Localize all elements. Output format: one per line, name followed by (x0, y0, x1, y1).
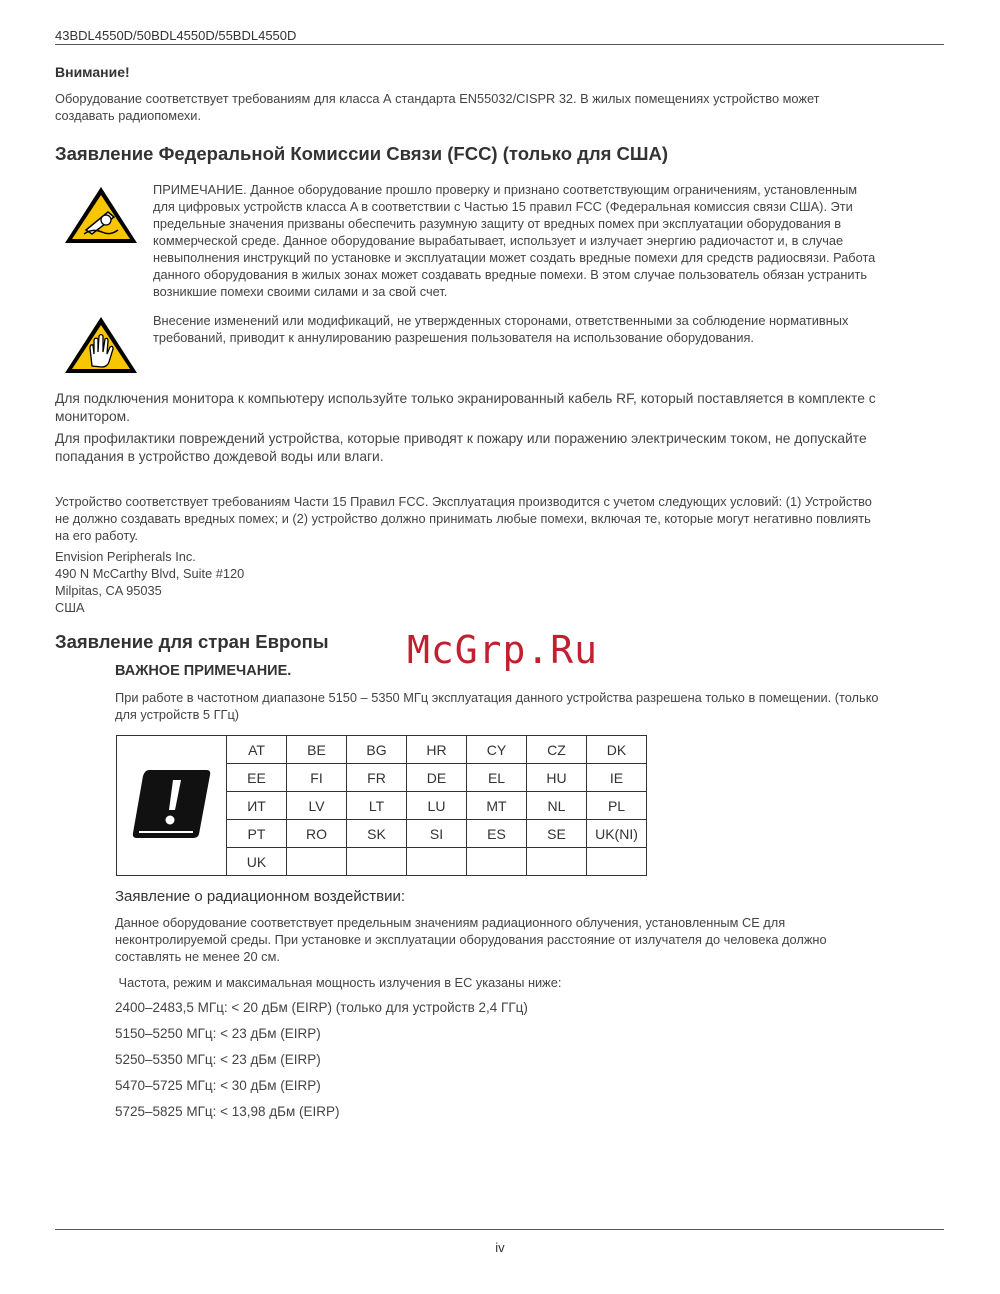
frequency-line: 5250–5350 МГц: < 23 дБм (EIRP) (115, 1052, 321, 1067)
country-cell: ES (467, 820, 527, 848)
caution-writing-icon (62, 184, 140, 246)
important-note-heading: ВАЖНОЕ ПРИМЕЧАНИЕ. (115, 663, 292, 679)
text-line: для устройств 5 ГГц) (115, 707, 240, 722)
country-cell: LT (347, 792, 407, 820)
text-line: на его работу. (55, 528, 138, 543)
country-cell: BG (347, 736, 407, 764)
country-cell: BE (287, 736, 347, 764)
watermark: McGrp.Ru (407, 628, 599, 672)
attention-text (55, 90, 820, 124)
europe-heading: Заявление для стран Европы (55, 631, 329, 652)
text-line: попадания в устройство дождевой воды или влаги. (55, 449, 384, 464)
fcc-note (153, 181, 875, 300)
country-cell: HR (407, 736, 467, 764)
country-cell (287, 848, 347, 876)
country-cell: LV (287, 792, 347, 820)
country-cell: DK (587, 736, 647, 764)
attention-heading: Внимание! (55, 64, 130, 80)
country-cell: MT (467, 792, 527, 820)
text-line: для цифровых устройств класса A в соответствии с Частью 15 правил FCC (Федеральная комиссия связи США). Эти (153, 199, 853, 214)
country-cell: LU (407, 792, 467, 820)
text-line: Для подключения монитора к компьютеру используйте только экранированный кабель RF, который поставляется в комплекте с (55, 391, 876, 406)
text-line: возникшие помехи своими силами и за свой счет. (153, 284, 448, 299)
text-line: Устройство соответствует требованиям Части 15 Правил FCC. Эксплуатация производится с учетом следующих условий: (1) Устройство (55, 494, 872, 509)
address (55, 548, 244, 616)
fcc-modification-text (153, 312, 848, 346)
text-line: Данное оборудование соответствует предельным значениям радиационного облучения, установленным CE для (115, 915, 786, 930)
fcc-heading: Заявление Федеральной Комиссии Связи (FCC) (только для США) (55, 143, 669, 164)
country-cell (347, 848, 407, 876)
radiation-heading: Заявление о радиационном воздействии: (115, 888, 406, 905)
country-cell: SI (407, 820, 467, 848)
part15-text (55, 493, 872, 544)
frequency-line: 5470–5725 МГц: < 30 дБм (EIRP) (115, 1078, 321, 1093)
footer-divider (55, 1229, 944, 1230)
country-cell: IE (587, 764, 647, 792)
band-restriction-text (115, 689, 879, 723)
frequency-line: 2400–2483,5 МГц: < 20 дБм (EIRP) (только для устройств 2,4 ГГц) (115, 1000, 528, 1015)
frequency-line: 5725–5825 МГц: < 13,98 дБм (EIRP) (115, 1104, 340, 1119)
caution-hand-icon (62, 314, 140, 376)
water-warning-text (55, 430, 867, 466)
country-cell: UK(NI) (587, 820, 647, 848)
text-line: невыполнения инструкций по установке и эксплуатации может создать вредные помехи для средств радиосвязи. Работа (153, 250, 876, 265)
country-cell: PT (227, 820, 287, 848)
page-header: 43BDL4550D/50BDL4550D/55BDL4550D (55, 27, 944, 45)
radiation-text (115, 914, 827, 965)
cable-text (55, 390, 876, 426)
text-line: данного оборудования в жилых зонах может создавать вредные помехи. В этом случае пользователь обязан устранить (153, 267, 868, 282)
country-cell: CY (467, 736, 527, 764)
country-cell: NL (527, 792, 587, 820)
country-cell: SK (347, 820, 407, 848)
frequency-line: 5150–5250 МГц: < 23 дБм (EIRP) (115, 1026, 321, 1041)
text-line: ПРИМЕЧАНИЕ. Данное оборудование прошло проверку и признано соответствующим ограничениям, установленным (153, 182, 858, 197)
address-line: 490 N McCarthy Blvd, Suite #120 (55, 566, 245, 581)
restriction-icon-cell (117, 736, 227, 876)
country-cell: DE (407, 764, 467, 792)
frequency-intro: Частота, режим и максимальная мощность излучения в ЕС указаны ниже: (115, 975, 562, 990)
page-number: iv (495, 1240, 505, 1255)
country-cell (587, 848, 647, 876)
country-cell: EL (467, 764, 527, 792)
exclamation-book-icon (127, 762, 217, 846)
text-line: коммерческой среде. Данное оборудование вырабатывает, использует и излучает энергию радиочастот и, в случае (153, 233, 844, 248)
address-line: США (55, 600, 85, 615)
country-cell (467, 848, 527, 876)
country-cell: ИТ (227, 792, 287, 820)
text-line: неконтролируемой среды. При установке и эксплуатации оборудования расстояние от излучателя до человека должно (115, 932, 827, 947)
country-cell: AT (227, 736, 287, 764)
text-line: создавать радиопомехи. (55, 108, 202, 123)
text-line: Внесение изменений или модификаций, не утвержденных сторонами, ответственными за соблюдение нормативных (153, 313, 849, 328)
country-cell: FI (287, 764, 347, 792)
table-row (117, 736, 647, 764)
text-line: Оборудование соответствует требованиям для класса А стандарта EN55032/CISPR 32. В жилых помещениях устройство может (55, 91, 820, 106)
text-line: При работе в частотном диапазоне 5150 – 5350 МГц эксплуатация данного устройства разрешена только в помещении. (только (115, 690, 879, 705)
address-line: Envision Peripherals Inc. (55, 549, 196, 564)
text-line: требований, приводит к аннулированию разрешения пользователя на использование оборудования. (153, 330, 754, 345)
text-line: Для профилактики повреждений устройства, которые приводят к пожару или поражению электрическим током, не допускайте (55, 431, 867, 446)
text-line: предельные значения призваны обеспечить разумную защиту от вредных помех при эксплуатации оборудования в (153, 216, 842, 231)
country-cell: EE (227, 764, 287, 792)
country-table (116, 735, 647, 876)
text-line: монитором. (55, 409, 130, 424)
country-cell (407, 848, 467, 876)
country-cell: SE (527, 820, 587, 848)
country-cell (527, 848, 587, 876)
country-cell: FR (347, 764, 407, 792)
text-line: составлять не менее 20 см. (115, 949, 280, 964)
address-line: Milpitas, CA 95035 (55, 583, 162, 598)
country-cell: CZ (527, 736, 587, 764)
country-cell: RO (287, 820, 347, 848)
country-cell: UK (227, 848, 287, 876)
text-line: не должно создавать вредных помех; и (2) устройство должно принимать любые помехи, включая те, которые могут негативно повлиять (55, 511, 871, 526)
country-cell: PL (587, 792, 647, 820)
country-cell: HU (527, 764, 587, 792)
